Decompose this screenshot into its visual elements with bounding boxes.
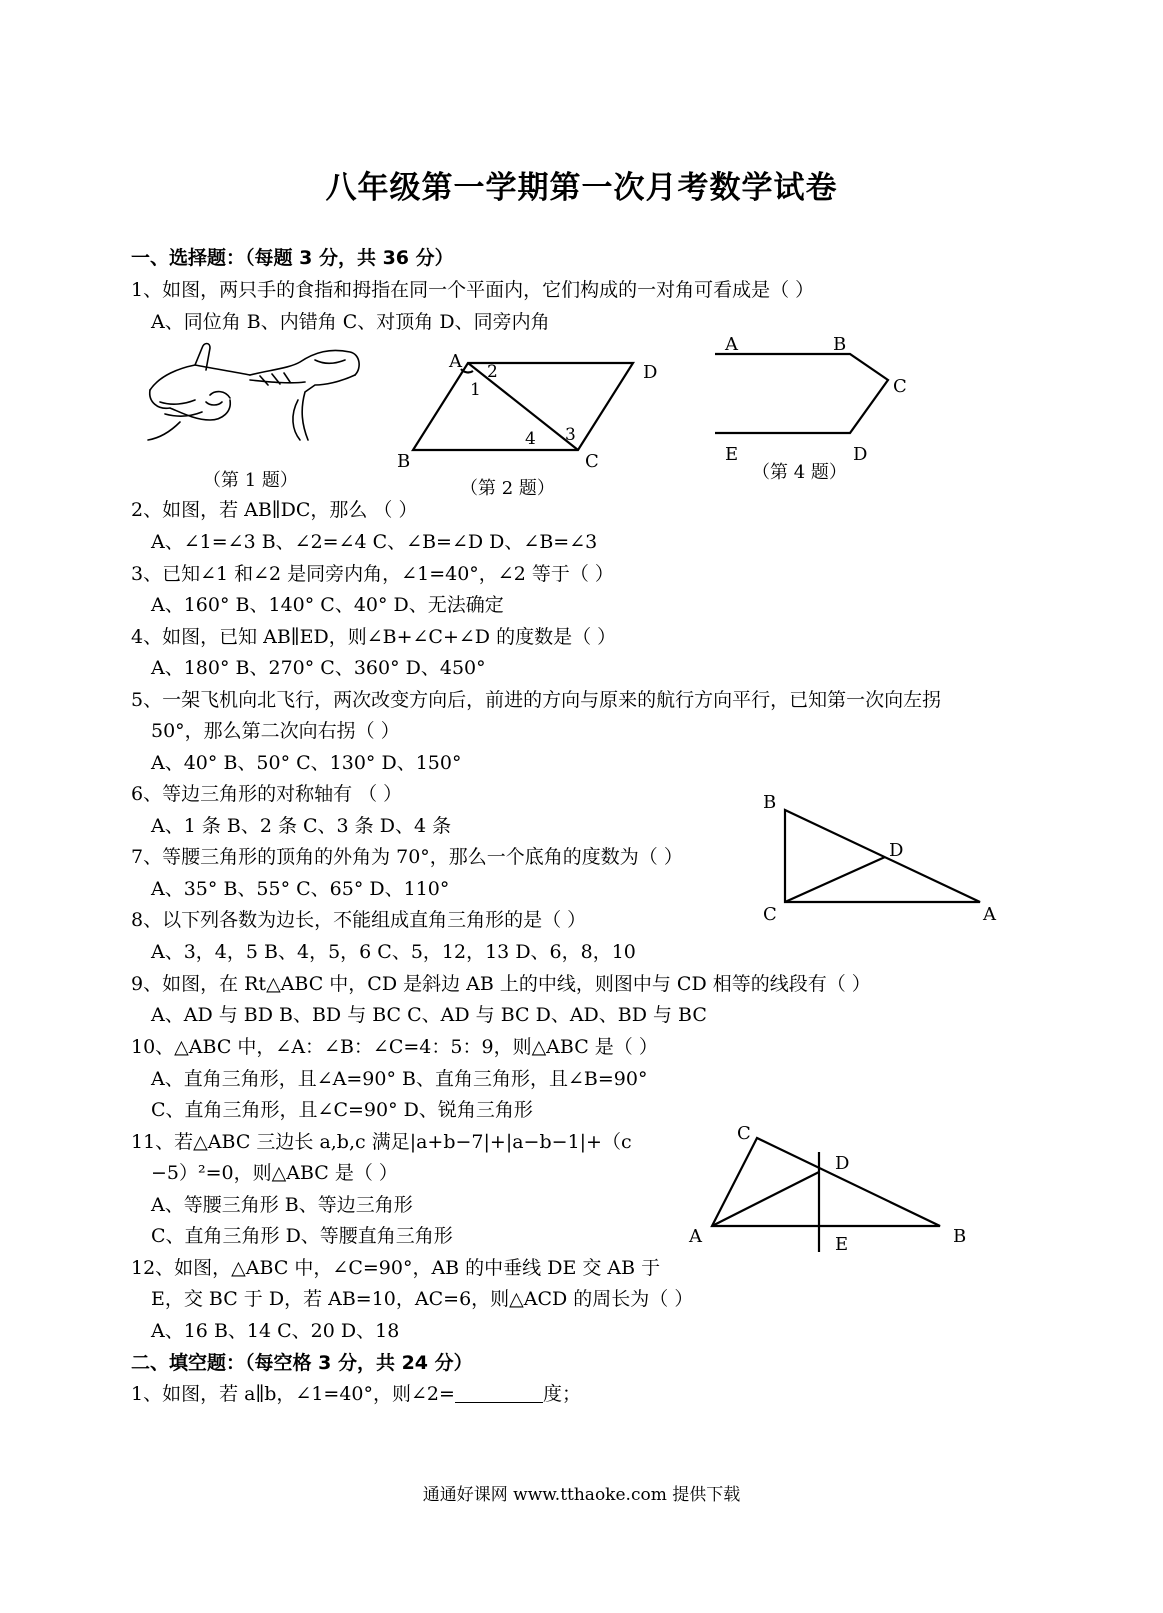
question-10-options: A、直角三角形，且∠A=90° B、直角三角形，且∠B=90° [151, 1068, 648, 1090]
question-1-options: A、同位角 B、内错角 C、对顶角 D、同旁内角 [151, 311, 550, 333]
figure-12-label-c: C [737, 1123, 751, 1144]
question-3-options: A、160° B、140° C、40° D、无法确定 [151, 594, 504, 616]
figure-2-label-c: C [585, 451, 599, 472]
question-2: 2、如图，若 AB∥DC，那么 （ ） [131, 499, 418, 521]
question-11-continued: −5）²=0，则△ABC 是（ ） [151, 1162, 398, 1184]
question-7: 7、等腰三角形的顶角的外角为 70°，那么一个底角的度数为（ ） [131, 846, 683, 868]
question-4: 4、如图，已知 AB∥ED，则∠B+∠C+∠D 的度数是（ ） [131, 626, 617, 648]
figure-9-label-b: B [763, 792, 777, 813]
question-11-options-2: C、直角三角形 D、等腰直角三角形 [151, 1225, 453, 1247]
fill-question-1-text: 1、如图，若 a∥b，∠1=40°，则∠2= [131, 1383, 455, 1405]
question-10-options-2: C、直角三角形，且∠C=90° D、锐角三角形 [151, 1099, 533, 1121]
question-4-options: A、180° B、270° C、360° D、450° [151, 657, 486, 679]
question-6: 6、等边三角形的对称轴有 （ ） [131, 783, 403, 805]
perpendicular-bisector-figure [685, 1120, 975, 1260]
question-8: 8、以下列各数为边长，不能组成直角三角形的是（ ） [131, 909, 587, 931]
question-10: 10、△ABC 中，∠A：∠B：∠C=4：5：9，则△ABC 是（ ） [131, 1036, 658, 1058]
figure-4-caption: （第 4 题） [752, 462, 847, 483]
section-heading: 一、选择题：（每题 3 分，共 36 分） [131, 247, 454, 269]
figure-4-label-d: D [853, 444, 868, 465]
question-5-options: A、40° B、50° C、130° D、150° [151, 752, 462, 774]
page-title: 八年级第一学期第一次月考数学试卷 [325, 170, 838, 206]
hands-figure [140, 340, 365, 455]
figure-12-label-e: E [835, 1234, 849, 1255]
section-2-heading: 二、填空题：（每空格 3 分，共 24 分） [131, 1352, 473, 1374]
figure-2-label-d: D [643, 362, 658, 383]
question-9: 9、如图，在 Rt△ABC 中，CD 是斜边 AB 上的中线，则图中与 CD 相等的线段有（ ） [131, 973, 871, 995]
parallelogram-figure [395, 345, 675, 475]
question-12: 12、如图，△ABC 中，∠C=90°，AB 的中垂线 DE 交 AB 于 [131, 1257, 661, 1279]
polyline-figure [705, 330, 920, 470]
figure-2-label-a: A [449, 351, 462, 372]
question-12-continued: E，交 BC 于 D，若 AB=10，AC=6，则△ACD 的周长为（ ） [151, 1288, 694, 1310]
answer-blank [455, 1384, 543, 1403]
figure-4-label-c: C [893, 376, 907, 397]
question-3: 3、已知∠1 和∠2 是同旁内角，∠1=40°，∠2 等于（ ） [131, 563, 614, 585]
figure-2-label-b: B [397, 451, 411, 472]
figure-12-label-d: D [835, 1153, 850, 1174]
right-triangle-figure [755, 790, 1005, 930]
figure-4-label-b: B [833, 334, 847, 355]
figure-9-label-d: D [889, 840, 904, 861]
figure-12-label-a: A [689, 1226, 702, 1247]
question-9-options: A、AD 与 BD B、BD 与 BC C、AD 与 BC D、AD、BD 与 BC [151, 1004, 707, 1026]
footer-credit: 通通好课网 www.tthaoke.com 提供下载 [422, 1485, 741, 1505]
question-7-options: A、35° B、55° C、65° D、110° [151, 878, 450, 900]
question-5-continued: 50°，那么第二次向右拐（ ） [151, 720, 400, 742]
question-12-options: A、16 B、14 C、20 D、18 [151, 1320, 400, 1342]
figure-4-label-a: A [725, 334, 738, 355]
figure-2-label-4: 4 [525, 429, 536, 449]
question-11-options: A、等腰三角形 B、等边三角形 [151, 1194, 413, 1216]
figure-9-label-a: A [983, 904, 996, 925]
question-5: 5、一架飞机向北飞行，两次改变方向后，前进的方向与原来的航行方向平行，已知第一次向左拐 [131, 689, 942, 711]
question-11: 11、若△ABC 三边长 a,b,c 满足|a+b−7|+|a−b−1|+（c [131, 1131, 632, 1153]
fill-question-1-unit: 度； [542, 1383, 581, 1405]
fill-question-1 [131, 1382, 581, 1406]
question-6-options: A、1 条 B、2 条 C、3 条 D、4 条 [151, 815, 452, 837]
question-2-options: A、∠1=∠3 B、∠2=∠4 C、∠B=∠D D、∠B=∠3 [151, 531, 598, 553]
figure-2-caption: （第 2 题） [460, 478, 555, 499]
figure-1-caption: （第 1 题） [203, 470, 298, 491]
figure-9-label-c: C [763, 904, 777, 925]
figure-2-label-1: 1 [470, 380, 481, 400]
figure-2-label-2: 2 [487, 362, 498, 382]
question-8-options: A、3，4，5 B、4，5，6 C、5，12，13 D、6，8，10 [151, 941, 636, 963]
question-1: 1、如图，两只手的食指和拇指在同一个平面内，它们构成的一对角可看成是（ ） [131, 279, 815, 301]
figure-4-label-e: E [725, 444, 739, 465]
figure-2-label-3: 3 [565, 425, 576, 445]
figure-12-label-b: B [953, 1226, 967, 1247]
